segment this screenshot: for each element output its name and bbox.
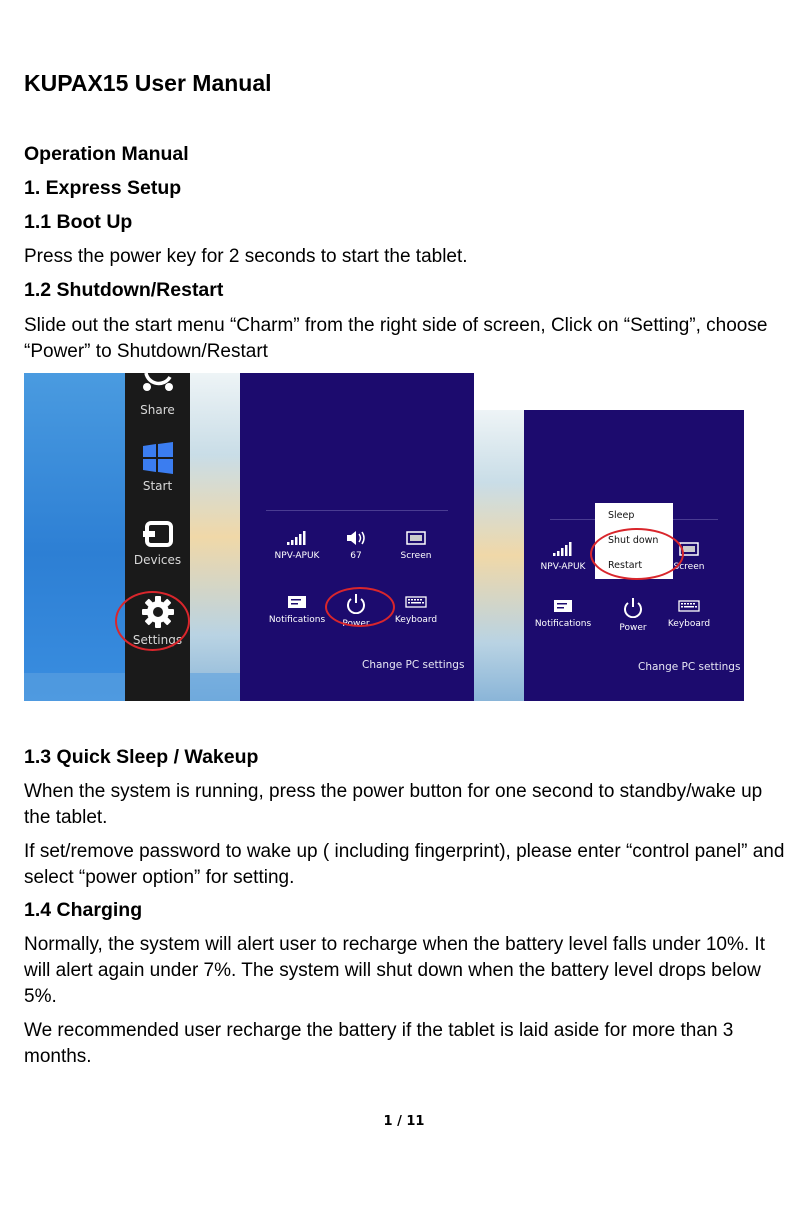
panel-divider [266,510,448,511]
windows-logo-icon [141,441,175,475]
volume-icon [345,530,367,546]
charm-label: Start [142,479,173,493]
charm-label: Devices [133,553,182,567]
quick-setting-label: Screen [400,551,432,561]
quick-setting-keyboard[interactable] [654,598,724,629]
heading-shutdown-restart: 1.2 Shutdown/Restart [24,279,224,301]
desktop-background [190,373,240,701]
quick-setting-wifi[interactable] [528,541,598,572]
notifications-icon [286,594,308,610]
change-pc-settings-link[interactable]: Change PC settings [362,659,465,671]
quick-setting-label: NPV-APUK [540,562,586,572]
charm-devices[interactable] [125,519,190,567]
power-menu-restart[interactable]: Restart [608,560,643,571]
charging-text-1: Normally, the system will alert user to recharge when the battery level falls under 10%. It will alert again under 7%. The system will shut down when the battery level drops below 5%. [24,934,765,1007]
quick-sleep-text-1: When the system is running, press the power button for one second to standby/wake up the tablet. [24,781,763,828]
quick-setting-label: Screen [673,562,705,572]
charm-bar [125,373,190,701]
quick-setting-label: Notifications [268,615,326,625]
boot-up-text: Press the power key for 2 seconds to start the tablet. [24,246,468,267]
quick-setting-screen[interactable] [381,530,451,561]
power-icon [622,598,644,618]
highlight-ring-shutdown-restart [590,528,684,580]
highlight-ring-power [325,587,395,627]
heading-boot-up: 1.1 Boot Up [24,211,133,233]
wifi-signal-icon [552,541,574,557]
wifi-signal-icon [286,530,308,546]
quick-setting-label: 67 [350,551,362,561]
screen-icon [405,530,427,546]
page-number: 1 / 11 [383,1114,425,1129]
highlight-ring-settings [115,591,190,651]
screenshot-power-menu [474,410,744,701]
charm-label: Share [140,403,175,417]
share-icon [141,373,175,399]
charm-start[interactable] [125,441,190,493]
notifications-icon [552,598,574,614]
devices-icon [141,519,175,549]
quick-setting-notifications[interactable] [528,598,598,629]
quick-setting-label: Power [619,623,647,633]
quick-setting-label: Power [342,619,370,629]
charging-text-2: We recommended user recharge the battery if the tablet is laid aside for more than 3 months. [24,1020,734,1067]
change-pc-settings-link[interactable]: Change PC settings [638,661,741,673]
heading-express-setup: 1. Express Setup [24,177,182,199]
heading-operation-manual: Operation Manual [24,143,189,165]
quick-setting-label: NPV-APUK [274,551,320,561]
shutdown-text: Slide out the start menu “Charm” from the right side of screen, Click on “Setting”, choose “Power” to Shutdown/Restart [24,315,768,362]
document-title: KUPAX15 User Manual [24,70,272,96]
keyboard-icon [678,598,700,614]
heading-quick-sleep: 1.3 Quick Sleep / Wakeup [24,746,259,768]
quick-setting-label: Keyboard [667,619,711,629]
power-menu-sleep[interactable]: Sleep [608,510,635,521]
desktop-background [474,410,524,701]
quick-sleep-text-2: If set/remove password to wake up ( including fingerprint), please enter “control panel” and select “power option” for setting. [24,841,785,888]
heading-charging: 1.4 Charging [24,899,143,921]
quick-setting-label: Notifications [534,619,592,629]
screenshot-charms-settings [24,373,474,701]
keyboard-icon [405,594,427,610]
charm-share[interactable] [125,373,190,417]
charm-label: Settings [132,633,183,647]
power-menu-shut-down[interactable]: Shut down [608,535,659,546]
quick-setting-label: Keyboard [394,615,438,625]
settings-panel [240,373,474,701]
